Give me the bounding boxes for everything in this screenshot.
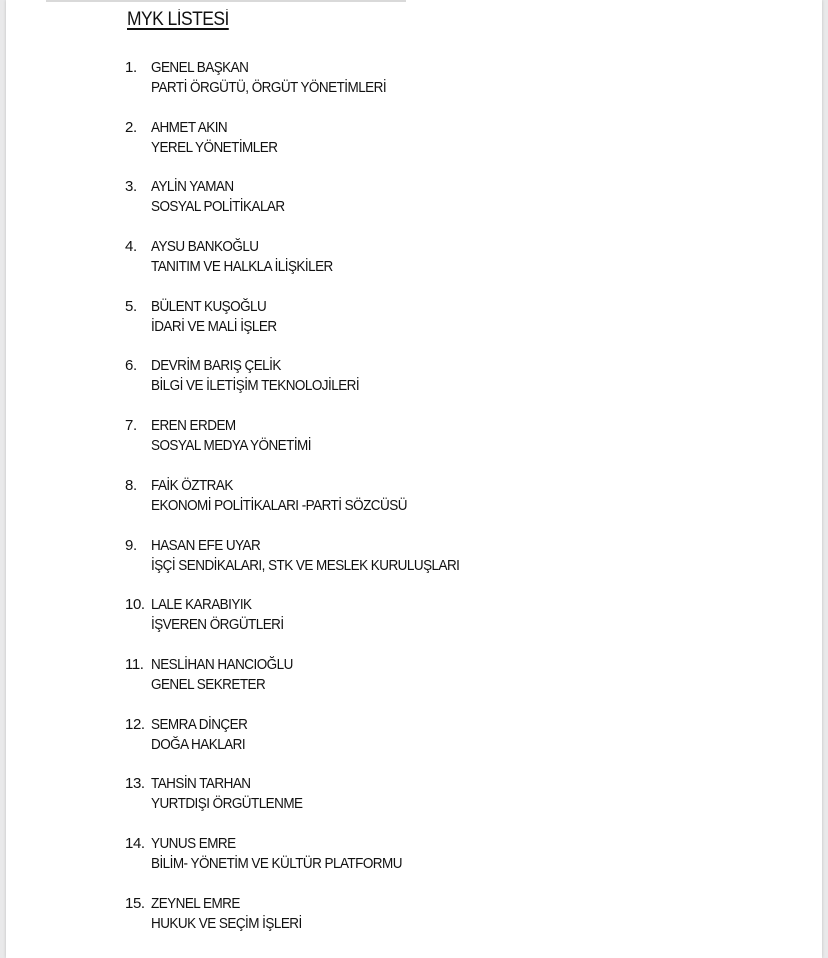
member-role: DOĞA HAKLARI: [151, 735, 246, 753]
member-role: EKONOMİ POLİTİKALARI -PARTİ SÖZCÜSÜ: [151, 496, 407, 514]
item-number: 2.: [125, 118, 137, 136]
top-edge-line: [46, 0, 406, 2]
member-name: AHMET AKIN: [151, 118, 228, 136]
member-name: LALE KARABIYIK: [151, 596, 252, 614]
member-name: GENEL BAŞKAN: [151, 59, 249, 76]
member-role: YURTDIŞI ÖRGÜTLENME: [151, 795, 303, 813]
member-name: YUNUS EMRE: [151, 834, 236, 852]
member-name: SEMRA DİNÇER: [151, 715, 248, 733]
item-number: 8.: [125, 476, 137, 494]
member-role: SOSYAL POLİTİKALAR: [151, 198, 285, 216]
member-role: BİLGİ VE İLETİŞİM TEKNOLOJİLERİ: [151, 377, 360, 395]
member-name: ZEYNEL EMRE: [151, 894, 240, 912]
member-role: BİLİM- YÖNETİM VE KÜLTÜR PLATFORMU: [151, 854, 402, 872]
member-name: AYLİN YAMAN: [151, 178, 234, 196]
item-number: 15.: [125, 894, 145, 912]
member-role: GENEL SEKRETER: [151, 675, 266, 693]
document-title: MYK LİSTESİ: [127, 9, 229, 30]
item-number: 12.: [125, 715, 145, 733]
member-name: EREN ERDEM: [151, 417, 236, 435]
item-number: 11.: [125, 655, 144, 673]
member-name: AYSU BANKOĞLU: [151, 238, 259, 256]
item-number: 10.: [125, 596, 145, 614]
item-number: 5.: [125, 297, 137, 315]
member-name: DEVRİM BARIŞ ÇELİK: [151, 357, 281, 375]
item-number: 7.: [125, 417, 137, 435]
item-number: 6.: [125, 357, 137, 375]
member-role: PARTİ ÖRGÜTÜ, ÖRGÜT YÖNETİMLERİ: [151, 79, 387, 96]
member-name: NESLİHAN HANCIOĞLU: [151, 655, 293, 673]
member-role: İŞÇİ SENDİKALARI, STK VE MESLEK KURULUŞLARI: [151, 556, 460, 574]
member-role: İDARİ VE MALİ İŞLER: [151, 317, 277, 335]
member-name: BÜLENT KUŞOĞLU: [151, 297, 267, 315]
member-role: YEREL YÖNETİMLER: [151, 138, 278, 156]
item-number: 9.: [125, 536, 137, 554]
member-role: İŞVEREN ÖRGÜTLERİ: [151, 616, 284, 634]
member-name: FAİK ÖZTRAK: [151, 476, 233, 494]
member-role: SOSYAL MEDYA YÖNETİMİ: [151, 437, 311, 455]
member-name: TAHSİN TARHAN: [151, 775, 251, 793]
document-page: [6, 0, 822, 958]
item-number: 14.: [125, 834, 145, 852]
item-number: 1.: [125, 59, 137, 76]
member-role: TANITIM VE HALKLA İLİŞKİLER: [151, 258, 333, 276]
member-role: HUKUK VE SEÇİM İŞLERİ: [151, 914, 302, 932]
member-name: HASAN EFE UYAR: [151, 536, 261, 554]
item-number: 4.: [125, 238, 137, 256]
item-number: 3.: [125, 178, 137, 196]
item-number: 13.: [125, 775, 145, 793]
